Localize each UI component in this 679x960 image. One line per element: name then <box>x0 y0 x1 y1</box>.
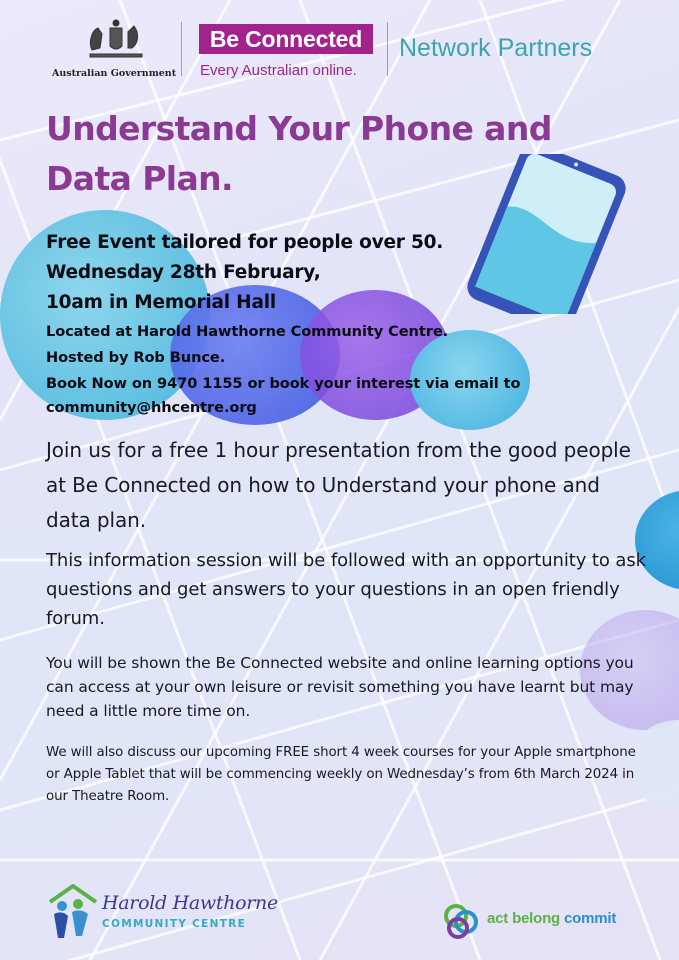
coat-of-arms-icon <box>52 18 172 66</box>
event-date: Wednesday 28th February, <box>46 262 321 283</box>
hh-name: Harold Hawthorne <box>102 892 278 914</box>
event-time-venue: 10am in Memorial Hall <box>46 292 277 313</box>
act-belong-commit-logo <box>440 896 660 946</box>
event-location: Located at Harold Hawthorne Community Centre. <box>46 323 449 340</box>
website-paragraph: You will be shown the Be Connected website and online learning options you can access at your own leisure or revisit something you have learnt but may need a little more time on. <box>46 654 634 720</box>
abc-commit: commit <box>564 910 617 927</box>
abc-wordmark <box>487 910 616 927</box>
header <box>52 18 652 80</box>
be-connected-logo: Be Connected <box>199 24 373 54</box>
event-audience: Free Event tailored for people over 50. <box>46 232 444 253</box>
government-label: Australian Government <box>52 68 177 79</box>
header-divider-1 <box>181 22 182 76</box>
network-partners-label: Network Partners <box>399 34 593 62</box>
header-divider-2 <box>387 22 388 76</box>
harold-hawthorne-logo <box>46 880 278 940</box>
event-booking: Book Now on 9470 1155 or book your interest via email to <box>46 375 521 392</box>
people-icon <box>46 884 100 940</box>
event-host: Hosted by Rob Bunce. <box>46 349 226 366</box>
title-line-1: Understand Your Phone and <box>46 109 552 148</box>
brand-tagline: Every Australian online. <box>200 62 357 79</box>
hh-subtitle: COMMUNITY CENTRE <box>102 918 247 930</box>
abc-act: act <box>487 910 509 927</box>
event-email-link[interactable]: community@hhcentre.org <box>46 399 257 416</box>
page-title <box>46 104 586 204</box>
abc-swirl-icon <box>440 900 484 944</box>
session-paragraph: This information session will be followed with an opportunity to ask questions and get answers to your questions in an open friendly forum. <box>46 550 646 629</box>
intro-paragraph: Join us for a free 1 hour presentation from the good people at Be Connected on how to Understand your phone and data plan. <box>46 438 631 532</box>
courses-paragraph: We will also discuss our upcoming FREE short 4 week courses for your Apple smartphone or Apple Tablet that will be commencing weekly on Wednesday’s from 6th March 2024 in our Theatre Room. <box>46 745 636 804</box>
title-line-2: Data Plan. <box>46 159 233 198</box>
abc-belong: belong <box>512 910 561 927</box>
